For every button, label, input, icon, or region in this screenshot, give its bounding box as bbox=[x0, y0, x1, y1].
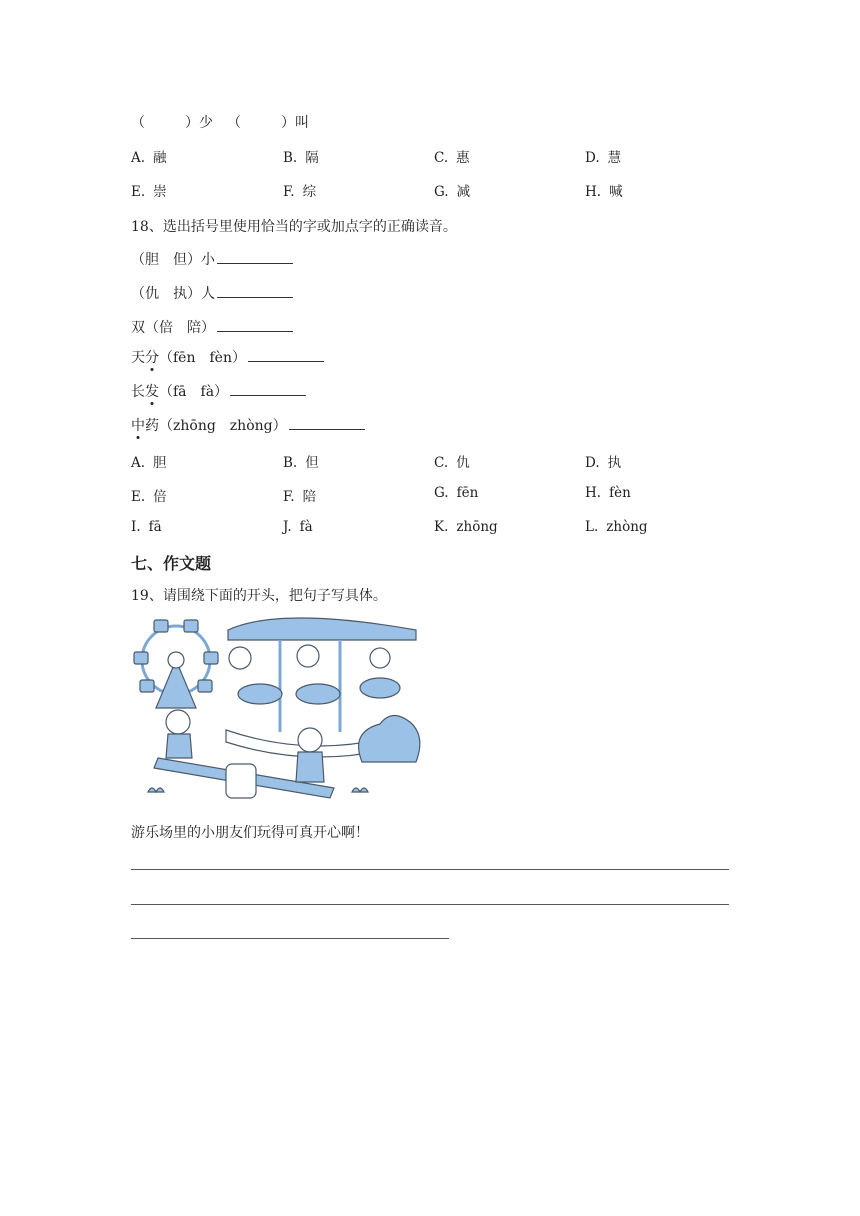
option-letter: H. bbox=[585, 184, 602, 200]
q18-item-1 bbox=[131, 249, 293, 269]
q18-item-pinyin: 药（zhōng zhòng） bbox=[145, 418, 287, 434]
option-text: zhòng bbox=[606, 519, 648, 535]
q17-part-2: ）叫 bbox=[281, 115, 309, 131]
q18-item-char: 长 bbox=[131, 384, 145, 400]
option-item[interactable] bbox=[131, 451, 167, 471]
horse bbox=[238, 684, 282, 704]
dotted-char: 发 bbox=[145, 381, 159, 401]
ferris-cabin bbox=[154, 620, 168, 632]
q17-part-1: ）少 bbox=[185, 115, 213, 131]
option-text: 减 bbox=[456, 184, 471, 200]
child-body bbox=[166, 734, 192, 758]
grass-tuft bbox=[352, 788, 368, 792]
option-text: 融 bbox=[153, 150, 167, 166]
playground-illustration bbox=[130, 612, 424, 808]
option-text: fā bbox=[148, 519, 162, 535]
child-body bbox=[296, 752, 324, 782]
option-text: fà bbox=[299, 519, 313, 535]
option-letter: H. bbox=[585, 485, 602, 501]
option-item[interactable] bbox=[131, 519, 162, 535]
horse bbox=[360, 678, 400, 698]
option-letter: D. bbox=[585, 150, 600, 166]
ferris-cabin bbox=[184, 620, 198, 632]
option-letter: E. bbox=[131, 489, 146, 505]
answer-blank[interactable] bbox=[217, 285, 293, 298]
q19-opening: 游乐场里的小朋友们玩得可真开心啊！ bbox=[131, 825, 369, 841]
option-letter: C. bbox=[434, 455, 449, 471]
ferris-cabin bbox=[204, 652, 218, 664]
option-item[interactable] bbox=[131, 180, 167, 200]
option-letter: E. bbox=[131, 184, 146, 200]
option-letter: K. bbox=[434, 519, 449, 535]
option-text: 但 bbox=[305, 455, 319, 471]
q18-item-text: 双（倍 陪） bbox=[131, 320, 215, 336]
seesaw-pivot bbox=[226, 764, 256, 798]
writing-line[interactable] bbox=[131, 869, 729, 870]
q19-title: 19、请围绕下面的开头，把句子写具体。 bbox=[131, 588, 387, 604]
q17-paren-open-1: （ bbox=[131, 115, 145, 131]
option-letter: L. bbox=[585, 519, 599, 535]
q18-item-text: （仇 执）人 bbox=[131, 286, 215, 302]
ferris-cabin bbox=[198, 680, 212, 692]
option-text: 慧 bbox=[607, 150, 622, 166]
option-text: 惠 bbox=[456, 150, 470, 166]
dotted-char: 分 bbox=[145, 347, 159, 367]
child-head bbox=[229, 647, 251, 669]
child-head bbox=[297, 645, 319, 667]
option-letter: B. bbox=[283, 455, 298, 471]
dotted-char: 中 bbox=[131, 415, 145, 435]
answer-blank[interactable] bbox=[217, 251, 293, 264]
option-text: 综 bbox=[302, 184, 317, 200]
option-item[interactable] bbox=[283, 485, 316, 505]
option-item[interactable] bbox=[283, 519, 313, 535]
writing-line[interactable] bbox=[131, 904, 729, 905]
ferris-cabin bbox=[134, 652, 148, 664]
q17-paren-open-2: （ bbox=[227, 115, 241, 131]
grass-tuft bbox=[148, 788, 164, 792]
option-item[interactable] bbox=[434, 485, 478, 501]
option-letter: J. bbox=[283, 519, 292, 535]
option-letter: C. bbox=[434, 150, 449, 166]
option-letter: I. bbox=[131, 519, 141, 535]
option-item[interactable] bbox=[131, 485, 167, 505]
child-head bbox=[166, 710, 190, 734]
ferris-cabin bbox=[140, 680, 154, 692]
q18-title: 18、选出括号里使用恰当的字或加点字的正确读音。 bbox=[131, 219, 457, 235]
option-text: 执 bbox=[607, 455, 622, 471]
option-letter: G. bbox=[434, 485, 449, 501]
option-item[interactable] bbox=[283, 146, 319, 166]
option-item[interactable] bbox=[434, 180, 470, 200]
option-item[interactable] bbox=[131, 146, 167, 166]
option-letter: F. bbox=[283, 184, 295, 200]
answer-blank[interactable] bbox=[217, 319, 293, 332]
option-item[interactable] bbox=[434, 519, 498, 535]
option-item[interactable] bbox=[585, 485, 631, 501]
section-title: 七、作文题 bbox=[131, 554, 212, 573]
answer-blank[interactable] bbox=[230, 383, 306, 396]
writing-line[interactable] bbox=[131, 938, 449, 939]
option-item[interactable] bbox=[585, 180, 623, 200]
option-text: 仇 bbox=[456, 455, 470, 471]
option-item[interactable] bbox=[283, 180, 316, 200]
option-item[interactable] bbox=[434, 451, 470, 471]
option-letter: G. bbox=[434, 184, 449, 200]
option-text: 隔 bbox=[305, 150, 319, 166]
option-text: 崇 bbox=[153, 184, 167, 200]
option-text: 陪 bbox=[302, 489, 317, 505]
option-letter: A. bbox=[131, 455, 146, 471]
option-text: fēn bbox=[456, 485, 479, 501]
option-text: zhōng bbox=[456, 519, 498, 535]
child-head bbox=[298, 728, 322, 752]
option-letter: D. bbox=[585, 455, 600, 471]
option-item[interactable] bbox=[434, 146, 470, 166]
q18-item-2 bbox=[131, 283, 293, 303]
q18-item-text: （胆 但）小 bbox=[131, 252, 215, 268]
q18-item-5 bbox=[131, 381, 306, 401]
option-text: 倍 bbox=[153, 489, 167, 505]
option-item[interactable] bbox=[585, 519, 648, 535]
ferris-hub bbox=[168, 652, 184, 668]
option-item[interactable] bbox=[585, 451, 621, 471]
horse bbox=[296, 684, 340, 704]
q18-item-3 bbox=[131, 317, 293, 337]
q18-item-pinyin: （fēn fèn） bbox=[159, 350, 246, 366]
option-letter: B. bbox=[283, 150, 298, 166]
option-text: 胆 bbox=[153, 455, 167, 471]
option-text: fèn bbox=[609, 485, 631, 501]
option-item[interactable] bbox=[283, 451, 319, 471]
answer-blank[interactable] bbox=[248, 349, 324, 362]
q18-item-char: 天 bbox=[131, 350, 145, 366]
option-letter: A. bbox=[131, 150, 146, 166]
q18-item-pinyin: （fā fà） bbox=[159, 384, 229, 400]
q18-item-4 bbox=[131, 347, 324, 367]
answer-blank[interactable] bbox=[289, 417, 365, 430]
q17-prompt bbox=[131, 112, 309, 132]
q18-item-6 bbox=[131, 415, 365, 435]
child-head bbox=[370, 648, 390, 668]
option-letter: F. bbox=[283, 489, 295, 505]
bush bbox=[359, 715, 420, 762]
carousel-roof bbox=[228, 618, 416, 640]
option-text: 喊 bbox=[609, 184, 623, 200]
option-item[interactable] bbox=[585, 146, 621, 166]
